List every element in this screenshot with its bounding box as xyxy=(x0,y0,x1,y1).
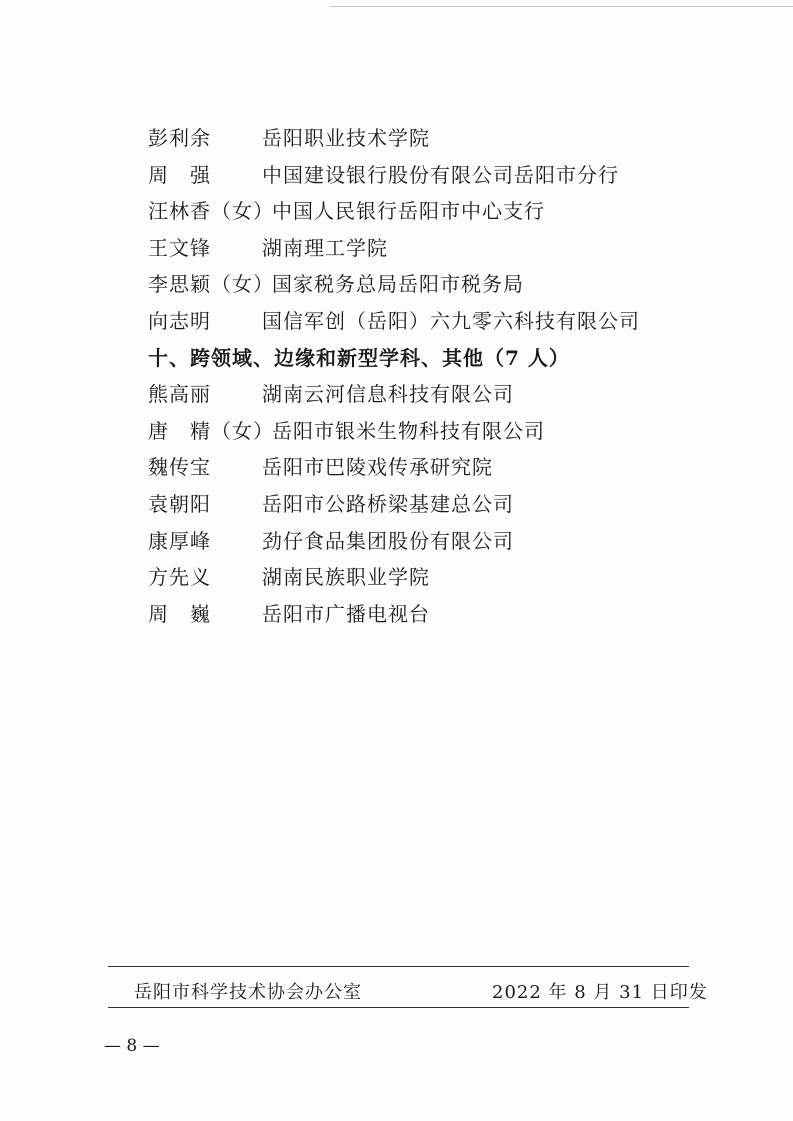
person-name: 汪林香（女） xyxy=(148,199,274,224)
person-organization: 国家税务总局岳阳市税务局 xyxy=(272,272,524,297)
person-name: 唐 精（女） xyxy=(148,418,274,443)
section-heading: 十、跨领域、边缘和新型学科、其他（7 人） xyxy=(148,345,570,370)
person-name: 周 强 xyxy=(148,162,211,187)
person-organization: 湖南民族职业学院 xyxy=(262,565,430,590)
person-organization: 国信军创（岳阳）六九零六科技有限公司 xyxy=(262,309,640,333)
person-name: 康厚峰 xyxy=(148,528,211,553)
footer-bottom-rule xyxy=(108,1007,689,1008)
person-organization: 劲仔食品集团股份有限公司 xyxy=(262,528,514,553)
person-organization: 岳阳职业技术学院 xyxy=(262,126,430,150)
person-name: 袁朝阳 xyxy=(148,492,211,516)
person-name: 彭利余 xyxy=(148,126,211,150)
footer-issuer: 岳阳市科学技术协会办公室 xyxy=(134,982,362,1003)
person-organization: 中国人民银行岳阳市中心支行 xyxy=(272,199,545,224)
person-organization: 岳阳市广播电视台 xyxy=(262,601,430,626)
footer-top-rule xyxy=(108,966,689,967)
footer-date: 2022 年 8 月 31 日印发 xyxy=(492,982,708,1003)
scan-edge-line xyxy=(330,6,793,7)
person-organization: 岳阳市巴陵戏传承研究院 xyxy=(262,455,493,480)
person-name: 王文锋 xyxy=(148,235,211,260)
person-name: 熊高丽 xyxy=(148,382,211,407)
person-organization: 中国建设银行股份有限公司岳阳市分行 xyxy=(262,162,619,187)
person-organization: 岳阳市公路桥梁基建总公司 xyxy=(262,492,514,516)
person-name: 向志明 xyxy=(148,309,211,333)
person-name: 周 巍 xyxy=(148,601,211,626)
person-organization: 湖南云河信息科技有限公司 xyxy=(262,382,514,407)
person-organization: 湖南理工学院 xyxy=(262,235,388,260)
person-name: 李思颖（女） xyxy=(148,272,274,297)
person-name: 方先义 xyxy=(148,565,211,590)
person-name: 魏传宝 xyxy=(148,455,211,480)
page-number: — 8 — xyxy=(104,1036,160,1056)
person-organization: 岳阳市银米生物科技有限公司 xyxy=(272,418,545,443)
